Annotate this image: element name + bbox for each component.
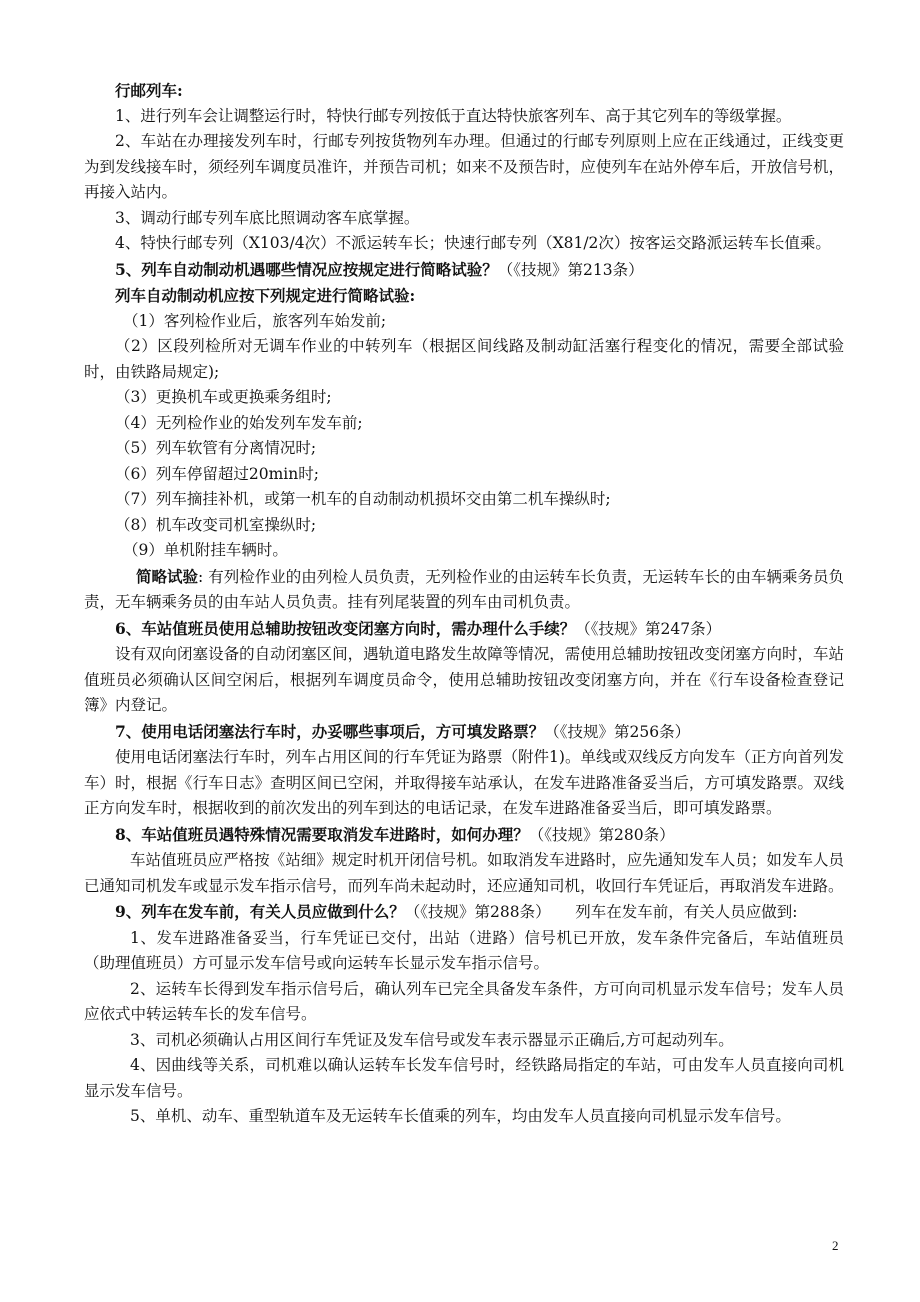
question-6-text: 6、车站值班员使用总辅助按钮改变闭塞方向时，需办理什么手续？ [115, 618, 576, 638]
page-number: 2 [832, 1238, 839, 1253]
question-9-ref: （《技规》第288条） [404, 903, 551, 921]
mail-item-4: 4、特快行邮专列（X103/4次）不派运转车长；快速行邮专列（X81/2次）按客运交路派运转车长值乘。 [115, 234, 831, 252]
q9-item-5: 5、单机、动车、重型轨道车及无运转车长值乘的列车，均由发车人员直接向司机显示发车信号。 [130, 1107, 791, 1125]
q5-item-8: （8）机车改变司机室操纵时; [115, 515, 317, 534]
mail-item-2: 2、车站在办理接发列车时，行邮专列按货物列车办理。但通过的行邮专列原则上应在正线通过，正线变更为到发线接车时，须经列车调度员准许，并预告司机；如来不及预告时，应使列车在站外停车后，开放信号机，再接入站内。 [84, 132, 844, 201]
q9-item-3: 3、司机必须确认占用区间行车凭证及发车信号或发车表示器显示正确后,方可起动列车。 [130, 1030, 734, 1049]
q5-item-6: （6）列车停留超过20min时; [115, 464, 319, 483]
q9-lead: 列车在发车前，有关人员应做到: [575, 903, 798, 921]
question-7 [84, 719, 844, 746]
question-8-text: 8、车站值班员遇特殊情况需要取消发车进路时，如何办理？ [115, 824, 529, 844]
question-7-text: 7、使用电话闭塞法行车时，办妥哪些事项后，方可填发路票？ [115, 721, 545, 741]
mail-item-3: 3、调动行邮专列车底比照调动客车底掌握。 [115, 208, 420, 227]
q5-item-7: （7）列车摘挂补机，或第一机车的自动制动机损坏交由第二机车操纵时; [115, 490, 611, 508]
question-5-text: 5、列车自动制动机遇哪些情况应按规定进行简略试验？ [115, 259, 498, 279]
q5-item-3: （3）更换机车或更换乘务组时; [115, 388, 332, 406]
q5-item-1: （1）客列检作业后，旅客列车始发前; [123, 311, 387, 330]
question-7-ref: （《技规》第256条） [544, 722, 691, 741]
q5-summary [84, 564, 844, 616]
question-8 [84, 822, 844, 849]
question-9 [84, 899, 844, 926]
section-title-mail: 行邮列车: [115, 81, 183, 100]
q9-item-4: 4、因曲线等关系，司机难以确认运转车长发车信号时，经铁路局指定的车站，可由发车人员直接向司机显示发车信号。 [84, 1056, 844, 1100]
mail-item-1: 1、进行列车会让调整运行时，特快行邮专列按低于直达特快旅客列车、高于其它列车的等级掌握。 [115, 106, 792, 125]
question-8-ref: （《技规》第280条） [528, 825, 675, 844]
q9-item-2: 2、运转车长得到发车指示信号后，确认列车已完全具备发车条件，方可向司机显示发车信号；发车人员应依式中转运转车长的发车信号。 [84, 979, 844, 1023]
q8-answer: 车站值班员应严格按《站细》规定时机开闭信号机。如取消发车进路时，应先通知发车人员；如发车人员已通知司机发车或显示发车指示信号，而列车尚未起动时，还应通知司机，收回行车凭证后，再取消发车进路。 [84, 851, 844, 895]
q5-item-9: （9）单机附挂车辆时。 [123, 541, 288, 559]
question-5-ref: （《技规》第213条） [497, 260, 644, 279]
q5-item-4: （4）无列检作业的始发列车发车前; [115, 413, 363, 432]
q5-item-2: （2）区段列检所对无调车作业的中转列车（根据区间线路及制动缸活塞行程变化的情况，需要全部试验时，由铁路局规定); [84, 337, 844, 381]
q5-lead: 列车自动制动机应按下列规定进行简略试验: [115, 286, 416, 305]
q5-summary-label: 简略试验 [136, 566, 199, 586]
question-5 [84, 257, 844, 284]
question-6-ref: （《技规》第247条） [575, 619, 722, 638]
q5-summary-text: : 有列检作业的由列检人员负责，无列检作业的由运转车长负责，无运转车长的由车辆乘务员负责，无车辆乘务员的由车站人员负责。挂有列尾装置的列车由司机负责。 [84, 567, 844, 611]
q9-item-1: 1、发车进路准备妥当，行车凭证已交付，出站（进路）信号机已开放，发车条件完备后，车站值班员（助理值班员）方可显示发车信号或向运转车长显示发车指示信号。 [84, 928, 844, 972]
q5-item-5: （5）列车软管有分离情况时; [115, 439, 317, 457]
question-9-text: 9、列车在发车前，有关人员应做到什么？ [115, 902, 405, 921]
q6-answer: 设有双向闭塞设备的自动闭塞区间，遇轨道电路发生故障等情况，需使用总辅助按钮改变闭塞方向时，车站值班员必须确认区间空闲后，根据列车调度员命令，使用总辅助按钮改变闭塞方向，并在《行车设备检查登记簿》内登记。 [84, 645, 844, 714]
page-content [84, 78, 844, 1130]
q7-answer: 使用电话闭塞法行车时，列车占用区间的行车凭证为路票（附件1)。单线或双线反方向发车（正方向首列发车）时，根据《行车日志》查明区间已空闲，并取得接车站承认，在发车进路准备妥当后，方可填发路票。双线正方向发车时，根据收到的前次发出的列车到达的电话记录，在发车进路准备妥当后，即可填发路票。 [84, 748, 844, 817]
question-6 [84, 616, 844, 643]
